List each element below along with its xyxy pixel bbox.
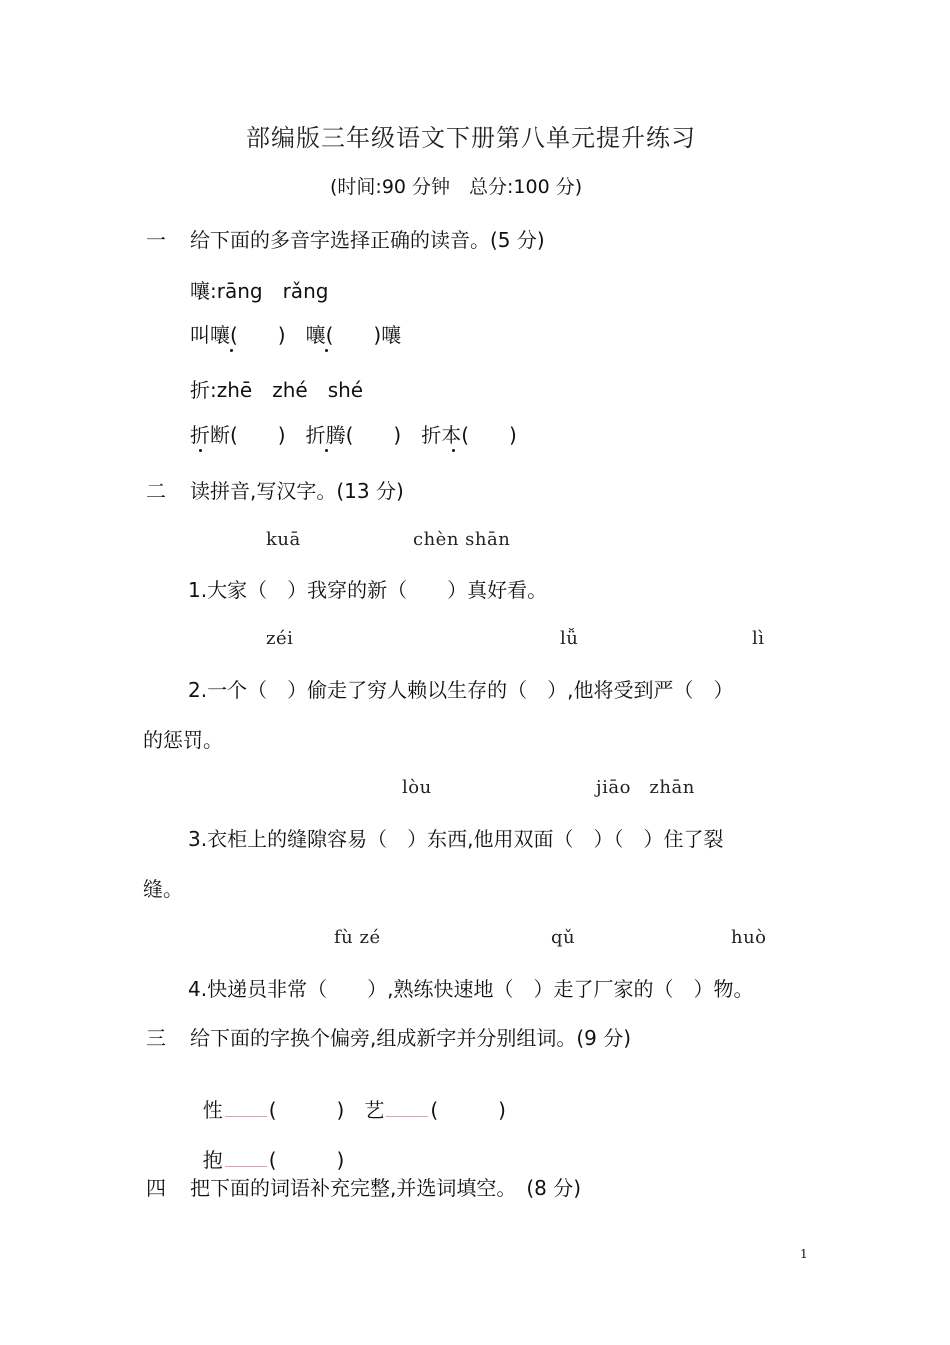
polyphone-rang-options: 嚷:rāng rǎng (190, 279, 329, 303)
section-1-heading: 给下面的多音字选择正确的读音。(5 分) (190, 228, 545, 252)
pinyin-li: lì (752, 628, 765, 649)
pinyin-huo: huò (731, 927, 767, 948)
polyphone-rang-words: 叫嚷( ) 嚷( )嚷 (190, 323, 402, 347)
section-2-heading: 读拼音,写汉字。(13 分) (190, 479, 404, 503)
polyphone-zhe-words: 折断( ) 折腾( ) 折本( ) (190, 423, 517, 447)
question-4-text: 4.快递员非常（ ）,熟练快速地（ ）走了厂家的（ ）物。 (188, 977, 754, 1001)
question-3-text: 3.衣柜上的缝隙容易（ ）东西,他用双面（ ）（ ）住了裂 (188, 827, 724, 851)
emphasis-dot (325, 449, 328, 452)
page-number: 1 (800, 1247, 808, 1261)
polyphone-zhe-options: 折:zhē zhé shé (190, 378, 364, 402)
emphasis-dot (325, 349, 328, 352)
radical-char-xing: 性 (202, 1098, 223, 1122)
section-3-number: 三 (146, 1026, 166, 1050)
section-4-heading: 把下面的词语补充完整,并选词填空。 (8 分) (190, 1176, 582, 1200)
radical-blank-3[interactable] (225, 1148, 267, 1167)
section-2-number: 二 (146, 479, 166, 503)
radical-row-2 (190, 1128, 344, 1170)
radical-char-yi: 艺 (364, 1098, 385, 1122)
question-3-continuation: 缝。 (143, 877, 183, 901)
pinyin-jiaozhan: jiāo zhān (596, 777, 695, 798)
radical-blank-2[interactable] (386, 1098, 428, 1117)
pinyin-fuze: fù zé (334, 927, 381, 948)
word-paren-1[interactable]: ( ) (268, 1098, 345, 1122)
question-2-text: 2.一个（ ）偷走了穷人赖以生存的（ ）,他将受到严（ ） (188, 678, 734, 702)
radical-row-1 (190, 1078, 506, 1120)
section-3-heading: 给下面的字换个偏旁,组成新字并分别组词。(9 分) (190, 1026, 632, 1050)
pinyin-lou: lòu (402, 777, 432, 798)
word-paren-2[interactable]: ( ) (430, 1098, 506, 1122)
section-1-number: 一 (146, 228, 166, 252)
question-2-continuation: 的惩罚。 (143, 728, 223, 752)
pinyin-lv: lǚ (560, 628, 579, 649)
pinyin-zei: zéi (266, 628, 294, 649)
word-paren-3[interactable]: ( ) (268, 1148, 345, 1172)
pinyin-chenshan: chèn shān (413, 529, 511, 550)
pinyin-kua: kuā (266, 529, 301, 550)
page-subtitle: (时间:90 分钟 总分:100 分) (330, 176, 583, 198)
emphasis-dot (199, 449, 202, 452)
emphasis-dot (230, 349, 233, 352)
radical-char-bao: 抱 (202, 1148, 223, 1172)
question-1-text: 1.大家（ ）我穿的新（ ）真好看。 (188, 578, 548, 602)
section-4-number: 四 (146, 1176, 166, 1200)
emphasis-dot (452, 449, 455, 452)
radical-blank-1[interactable] (225, 1098, 267, 1117)
pinyin-qu: qǔ (551, 927, 576, 948)
page-title: 部编版三年级语文下册第八单元提升练习 (246, 124, 696, 152)
